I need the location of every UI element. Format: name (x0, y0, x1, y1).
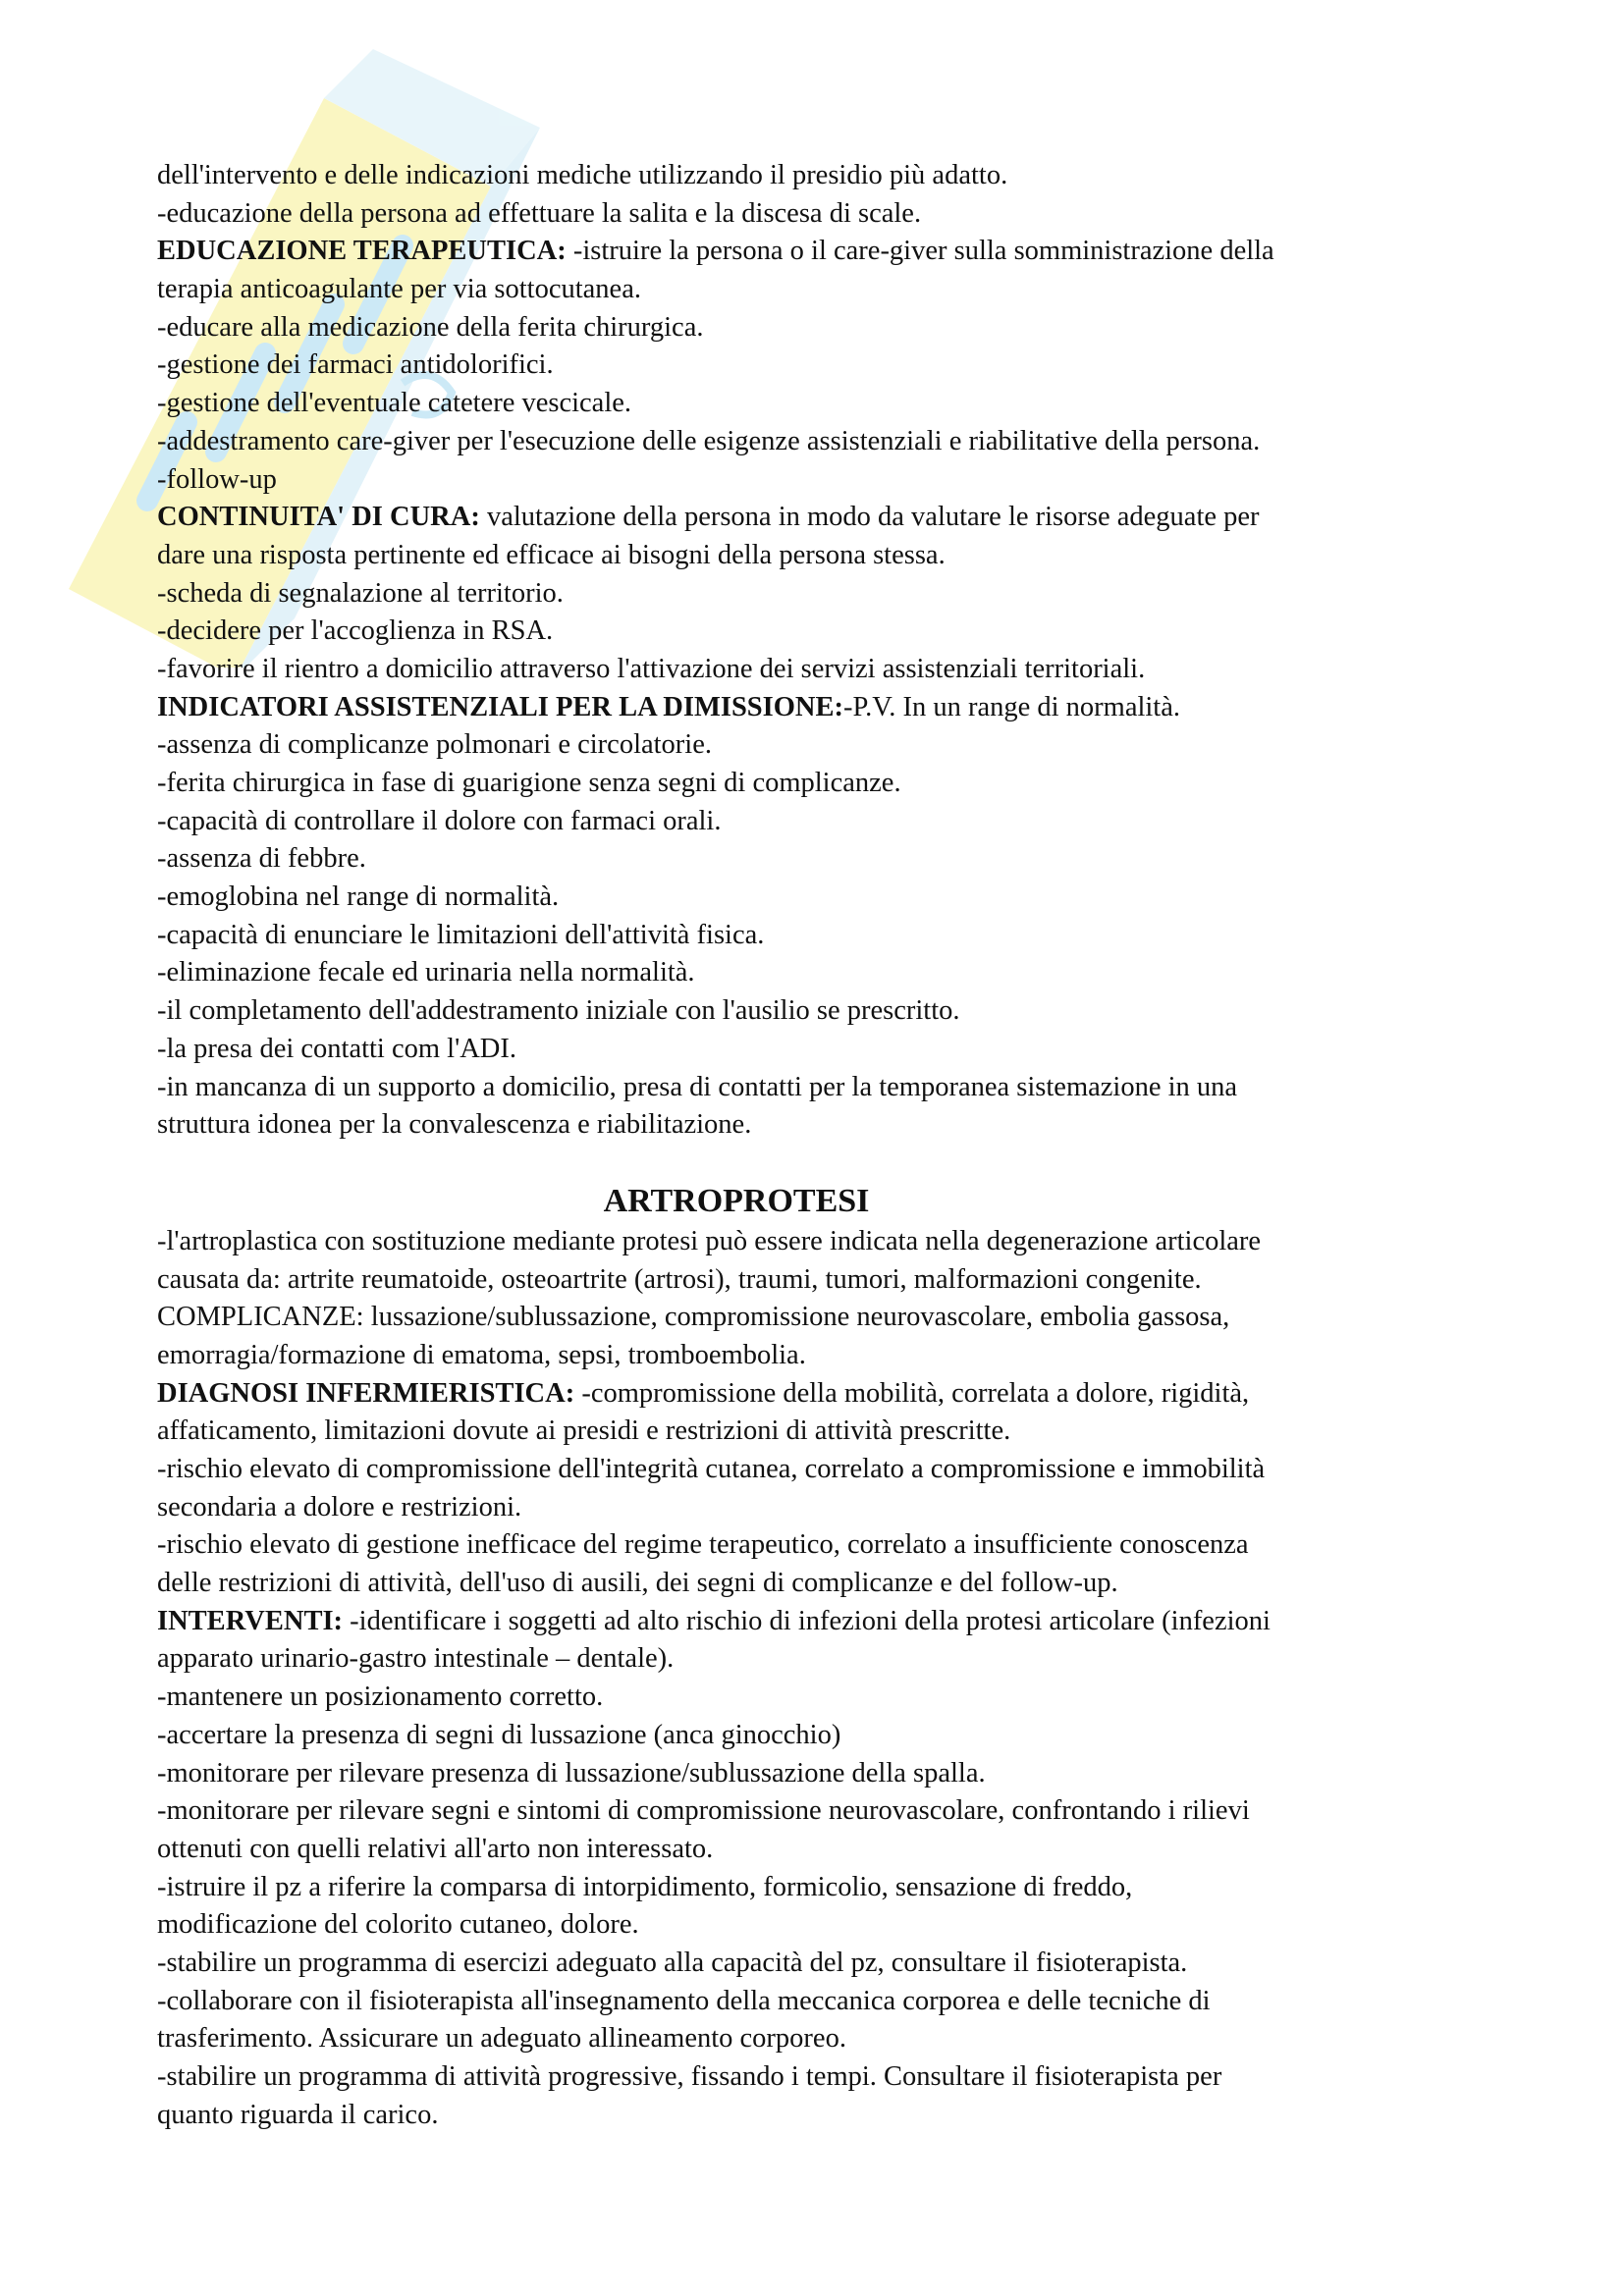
text-line (157, 423, 1492, 461)
text-line (157, 499, 1492, 537)
line-text: -assenza di complicanze polmonari e circolatorie. (157, 729, 712, 761)
text-line (157, 1223, 1492, 1261)
text-line (157, 347, 1492, 385)
text-line (157, 195, 1492, 234)
bold-label: CONTINUITA' DI CURA: (157, 502, 480, 533)
text-line (157, 1869, 1492, 1907)
text-line (157, 1489, 1492, 1527)
text-line (157, 1717, 1492, 1755)
section-artroprotesi (157, 1223, 1492, 2135)
line-text: -capacità di enunciare le limitazioni dell'attività fisica. (157, 919, 765, 950)
line-text: -mantenere un posizionamento corretto. (157, 1682, 604, 1713)
text-line (157, 537, 1492, 575)
text-line (157, 385, 1492, 423)
line-text: emorragia/formazione di ematoma, sepsi, tromboembolia. (157, 1339, 806, 1370)
bold-label: INTERVENTI: (157, 1605, 344, 1636)
text-line (157, 1906, 1492, 1945)
line-text: -stabilire un programma di esercizi adeguato alla capacità del pz, consultare il fisioterapista. (157, 1947, 1188, 1978)
line-text: secondaria a dolore e restrizioni. (157, 1491, 522, 1522)
text-line (157, 954, 1492, 992)
text-line (157, 1337, 1492, 1375)
line-text: delle restrizioni di attività, dell'uso di ausili, dei segni di complicanze e del follow-up. (157, 1568, 1118, 1599)
text-line (157, 917, 1492, 955)
line-text: ottenuti con quelli relativi all'arto non interessato. (157, 1833, 714, 1864)
text-line (157, 1299, 1492, 1337)
line-text: -educare alla medicazione della ferita chirurgica. (157, 311, 704, 343)
text-line (157, 1413, 1492, 1451)
text-line (157, 1640, 1492, 1679)
line-text: -ferita chirurgica in fase di guarigione senza segni di complicanze. (157, 768, 901, 798)
line-text: -la presa dei contatti com l'ADI. (157, 1033, 517, 1064)
text-line (157, 309, 1492, 347)
line-text: -in mancanza di un supporto a domicilio, presa di contatti per la temporanea sistemazione in una (157, 1071, 1238, 1102)
line-text: -accertare la presenza di segni di lussazione (anca ginocchio) (157, 1719, 841, 1750)
text-line (157, 765, 1492, 803)
text-line (157, 651, 1492, 689)
line-text: -P.V. In un range di normalità. (843, 691, 1181, 722)
text-line (157, 1983, 1492, 2021)
line-text: -collaborare con il fisioterapista all'insegnamento della meccanica corporea e delle tecniche di (157, 1985, 1211, 2016)
line-text: -educazione della persona ad effettuare la salita e la discesa di scale. (157, 197, 922, 229)
text-line (157, 1755, 1492, 1793)
section-dimissione (157, 157, 1492, 1145)
text-line (157, 1945, 1492, 1983)
text-line (157, 879, 1492, 917)
text-line (157, 803, 1492, 841)
bold-label: DIAGNOSI INFERMIERISTICA: (157, 1377, 575, 1409)
line-text: -assenza di febbre. (157, 843, 366, 875)
line-text: -l'artroplastica con sostituzione mediante protesi può essere indicata nella degenerazione articolare (157, 1225, 1262, 1256)
line-text: -decidere per l'accoglienza in RSA. (157, 615, 554, 647)
line-text: -istruire il pz a riferire la comparsa di intorpidimento, formicolio, sensazione di freddo, (157, 1871, 1133, 1902)
text-line (157, 461, 1492, 500)
text-line (157, 1031, 1492, 1069)
text-line (157, 1069, 1492, 1107)
line-text: -emoglobina nel range di normalità. (157, 881, 560, 913)
line-text: affaticamento, limitazioni dovute ai presidi e restrizioni di attività prescritte. (157, 1415, 1011, 1447)
line-text: -favorire il rientro a domicilio attraverso l'attivazione dei servizi assistenziali territoriali. (157, 653, 1146, 684)
text-line (157, 840, 1492, 879)
line-text: modificazione del colorito cutaneo, dolore. (157, 1909, 639, 1941)
line-text: struttura idonea per la convalescenza e riabilitazione. (157, 1109, 752, 1141)
line-text: -gestione dei farmaci antidolorifici. (157, 349, 554, 381)
line-text: -identificare i soggetti ad alto rischio di infezioni della protesi articolare (infezioni (343, 1605, 1271, 1636)
text-line (157, 1679, 1492, 1717)
line-text: valutazione della persona in modo da valutare le risorse adeguate per (479, 502, 1260, 533)
line-text: -monitorare per rilevare presenza di lussazione/sublussazione della spalla. (157, 1757, 986, 1789)
bold-label: EDUCAZIONE TERAPEUTICA: (157, 236, 567, 267)
line-text: -scheda di segnalazione al territorio. (157, 577, 564, 609)
line-text: -gestione dell'eventuale catetere vescicale. (157, 388, 632, 419)
line-text: trasferimento. Assicurare un adeguato allineamento corporeo. (157, 2023, 846, 2055)
text-line (157, 689, 1492, 727)
line-text: -rischio elevato di gestione inefficace del regime terapeutico, correlato a insufficiente conoscenza (157, 1529, 1249, 1561)
line-text: causata da: artrite reumatoide, osteoartrite (artrosi), traumi, tumori, malformazioni congenite. (157, 1263, 1202, 1295)
text-line (157, 1106, 1492, 1145)
line-text: terapia anticoagulante per via sottocutanea. (157, 274, 641, 305)
line-text: dell'intervento e delle indicazioni mediche utilizzando il presidio più adatto. (157, 160, 1008, 190)
text-line (157, 1526, 1492, 1565)
line-text: quanto riguarda il carico. (157, 2099, 439, 2130)
line-text: apparato urinario-gastro intestinale – dentale). (157, 1643, 675, 1675)
line-text: -follow-up (157, 463, 277, 495)
line-text: -eliminazione fecale ed urinaria nella normalità. (157, 957, 695, 988)
text-line (157, 1831, 1492, 1869)
text-line (157, 2058, 1492, 2097)
text-line (157, 157, 1492, 195)
line-text: -rischio elevato di compromissione dell'integrità cutanea, correlato a compromissione e immobilità (157, 1454, 1266, 1484)
text-line (157, 613, 1492, 651)
section-title-artroprotesi: ARTROPROTESI (603, 1182, 870, 1219)
line-text: -addestramento care-giver per l'esecuzione delle esigenze assistenziali e riabilitative della persona. (157, 425, 1261, 456)
text-line (157, 1603, 1492, 1641)
text-line (157, 575, 1492, 614)
section-gap (157, 1145, 1492, 1180)
text-line (157, 271, 1492, 309)
text-line (157, 1565, 1492, 1603)
text-line (157, 1451, 1492, 1489)
document-page (157, 157, 1492, 2134)
text-line (157, 1261, 1492, 1300)
line-text: -istruire la persona o il care-giver sulla somministrazione della (566, 236, 1274, 267)
line-text: -capacità di controllare il dolore con farmaci orali. (157, 805, 722, 836)
text-line (157, 992, 1492, 1031)
text-line (157, 2020, 1492, 2058)
line-text: -stabilire un programma di attività progressive, fissando i tempi. Consultare il fisioterapista per (157, 2061, 1222, 2092)
line-text: COMPLICANZE: lussazione/sublussazione, compromissione neurovascolare, embolia gassosa, (157, 1302, 1230, 1333)
text-line (157, 233, 1492, 271)
text-line (157, 1792, 1492, 1831)
line-text: -compromissione della mobilità, correlata a dolore, rigidità, (574, 1377, 1250, 1409)
text-line (157, 726, 1492, 765)
line-text: -il completamento dell'addestramento iniziale con l'ausilio se prescritto. (157, 995, 960, 1027)
text-line (157, 2097, 1492, 2135)
text-line (157, 1375, 1492, 1414)
bold-label: INDICATORI ASSISTENZIALI PER LA DIMISSIONE: (157, 691, 843, 722)
line-text: dare una risposta pertinente ed efficace ai bisogni della persona stessa. (157, 539, 946, 570)
line-text: -monitorare per rilevare segni e sintomi di compromissione neurovascolare, confrontando i rilievi (157, 1795, 1250, 1827)
